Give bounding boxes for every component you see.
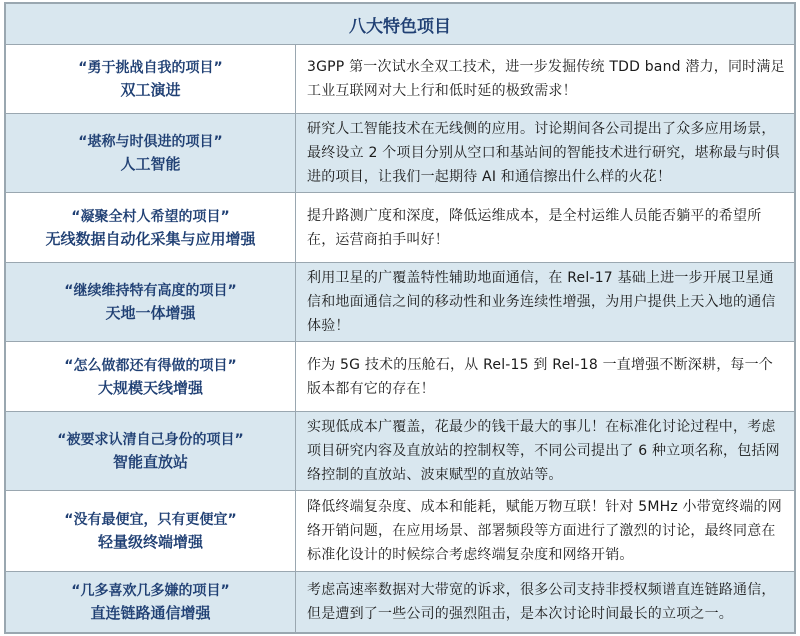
project-description: 利用卫星的广覆盖特性辅助地面通信，在 Rel-17 基础上进一步开展卫星通信和地面通信之间的移动性和业务连续性增强，为用户提供上天入地的通信体验！ [296,263,795,342]
project-description: 提升路测广度和深度，降低运维成本，是全村运维人员能否躺平的希望所在，运营商拍手叫好！ [296,193,795,263]
table-title: 八大特色项目 [6,4,795,45]
table-row [6,263,795,342]
project-description: 作为 5G 技术的压舱石，从 Rel-15 到 Rel-18 一直增强不断深耕，每一个版本都有它的存在！ [296,342,795,412]
project-nickname: “继续维持特有高度的项目” [64,283,237,299]
project-description: 降低终端复杂度、成本和能耗，赋能万物互联！针对 5MHz 小带宽终端的网络开销问题，在应用场景、部署频段等方面进行了激烈的讨论，最终同意在标准化设计的时候综合考虑终端复杂度和网络开销。 [296,491,795,572]
project-description: 实现低成本广覆盖，花最少的钱干最大的事儿！在标准化讨论过程中，考虑项目研究内容及直放站的控制权等，不同公司提出了 6 种立项名称，包括网络控制的直放站、波束赋型的直放站等。 [296,412,795,491]
project-nickname: “怎么做都还有得做的项目” [64,357,237,374]
project-cell [6,45,296,114]
project-name: 轻量级终端增强 [97,533,203,551]
project-name: 智能直放站 [112,453,188,471]
project-nickname: “堪称与时俱进的项目” [78,134,223,150]
table-row [6,491,795,572]
table-row [6,193,795,263]
project-description: 研究人工智能技术在无线侧的应用。讨论期间各公司提出了众多应用场景，最终设立 2 个项目分别从空口和基站间的智能技术进行研究，堪称最与时俱进的项目，让我们一起期待 AI 和通信擦出什么样的火花！ [296,114,795,193]
project-name: 双工演进 [120,81,181,99]
project-name: 大规模天线增强 [97,378,203,397]
project-cell [6,193,296,263]
table-row [6,572,795,633]
project-name: 天地一体增强 [105,304,196,322]
table-row [6,342,795,412]
project-name: 无线数据自动化采集与应用增强 [45,229,256,248]
project-cell [6,491,296,572]
table-header-row [6,4,795,45]
project-cell [6,572,296,633]
project-description: 3GPP 第一次试水全双工技术，进一步发掘传统 TDD band 潜力，同时满足工业互联网对大上行和低时延的极致需求！ [296,45,795,114]
feature-table [5,3,795,633]
table-row [6,114,795,193]
project-cell [6,412,296,491]
project-name: 人工智能 [120,155,181,173]
project-nickname: “被要求认清自己身份的项目” [57,432,244,448]
project-nickname: “没有最便宜，只有更便宜” [64,512,237,528]
project-nickname: “凝聚全村人希望的项目” [71,208,230,225]
project-cell [6,114,296,193]
table-row [6,45,795,114]
project-nickname: “勇于挑战自我的项目” [78,60,223,76]
project-cell [6,263,296,342]
project-name: 直连链路通信增强 [90,604,211,622]
table-row [6,412,795,491]
project-nickname: “几多喜欢几多嫌的项目” [71,583,230,599]
project-cell [6,342,296,412]
feature-table-container [4,2,796,634]
project-description: 考虑高速率数据对大带宽的诉求，很多公司支持非授权频谱直连链路通信，但是遭到了一些公司的强烈阻击，是本次讨论时间最长的立项之一。 [296,572,795,633]
